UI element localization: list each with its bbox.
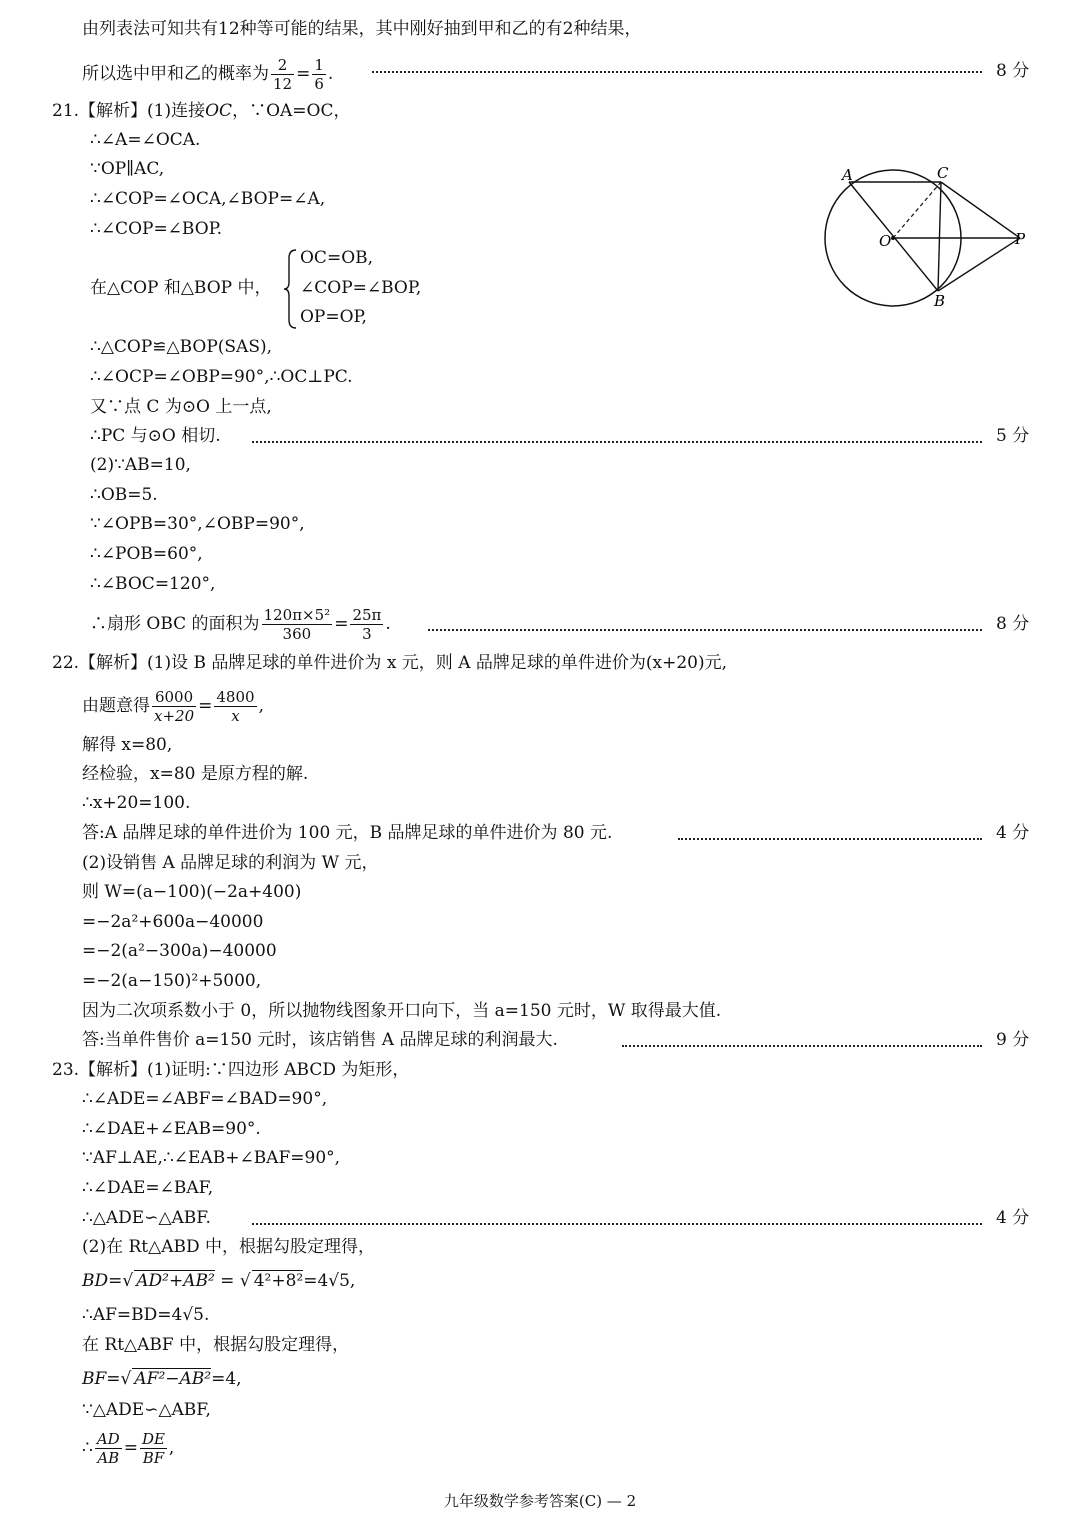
sqrt-sign: √ <box>239 1271 251 1291</box>
equals-sign: = <box>123 1438 138 1458</box>
page-footer: 九年级数学参考答案(C) — 2 <box>443 1492 637 1510</box>
q22-line: 则 W=(a−100)(−2a+400) <box>82 882 302 902</box>
line-result-count: 由列表法可知共有12种等可能的结果，其中刚好抽到甲和乙的有2种结果， <box>82 19 642 39</box>
q23-line: ∴AF=BD=4√5. <box>82 1305 210 1325</box>
q21-line: ∴∠POB=60°, <box>90 544 203 564</box>
label-c: C <box>937 164 949 182</box>
comma: , <box>168 1438 175 1458</box>
q23-line: ∴∠DAE=∠BAF, <box>82 1178 214 1198</box>
bf-equation <box>82 1368 242 1390</box>
score-9-points: 9 分 <box>996 1030 1030 1050</box>
label-b: B <box>934 292 946 310</box>
q22-line: 答:当单件售价 a=150 元时，该店销售 A 品牌足球的利润最大. <box>82 1030 558 1050</box>
fraction-6000 <box>152 688 196 725</box>
fraction-ad-ab <box>95 1430 122 1467</box>
fraction-area <box>262 606 333 643</box>
bf-result: =4, <box>211 1369 242 1389</box>
system-line: OP=OP, <box>300 307 367 327</box>
bd-result: =4√5, <box>303 1271 356 1291</box>
radicand: 4²+8² <box>253 1271 304 1291</box>
oa-equals-oc: ，∵OA=OC， <box>232 101 351 121</box>
score-4-points: 4 分 <box>996 823 1030 843</box>
ratio-equation <box>82 1430 174 1467</box>
bf-label: BF= <box>82 1369 121 1389</box>
q22-line: (2)设销售 A 品牌足球的利润为 W 元， <box>82 853 379 873</box>
q22-line: 经检验，x=80 是原方程的解. <box>82 764 309 784</box>
q21-line: ∴∠COP=∠BOP. <box>90 219 223 239</box>
line-probability <box>82 56 333 93</box>
q21-line: (2)∵AB=10, <box>90 455 191 475</box>
center-point <box>891 236 895 240</box>
fraction-numerator: 6000 <box>152 688 196 707</box>
period: . <box>385 614 391 634</box>
segment-oc: OC <box>205 101 233 121</box>
q22-heading: 22.【解析】(1)设 B 品牌足球的单件进价为 x 元，则 A 品牌足球的单件进价为(x+20)元, <box>52 653 728 673</box>
period: . <box>327 64 334 84</box>
q23-heading: 23.【解析】(1)证明:∵四边形 ABCD 为矩形， <box>52 1060 410 1080</box>
fraction-numerator: 25π <box>352 606 382 624</box>
fraction-numerator: 2 <box>271 56 294 75</box>
q22-line: =−2a²+600a−40000 <box>82 912 264 932</box>
q22-line: 解得 x=80, <box>82 735 173 755</box>
q21-line: ∵OP∥AC, <box>90 159 165 179</box>
q21-heading <box>52 100 350 122</box>
q21-line: ∵∠OPB=30°,∠OBP=90°, <box>90 514 305 534</box>
q21-line: ∴△COP≌△BOP(SAS), <box>90 337 273 357</box>
label-p: P <box>1015 230 1026 248</box>
q21-line: ∴∠BOC=120°, <box>90 574 216 594</box>
bd-equation <box>82 1270 355 1292</box>
fraction-1-6 <box>312 56 326 93</box>
fraction-denominator: AB <box>97 1449 120 1467</box>
comma: , <box>258 696 264 716</box>
q23-line: 在 Rt△ABF 中，根据勾股定理得， <box>82 1335 350 1355</box>
sqrt-sign: √ <box>122 1271 134 1291</box>
q22-line: =−2(a²−300a)−40000 <box>82 941 277 961</box>
fraction-numerator: 4800 <box>216 688 255 706</box>
system-line: OC=OB, <box>300 248 374 268</box>
fraction-numerator: 120π×5² <box>263 606 331 624</box>
equals-sign: = <box>198 696 213 716</box>
fraction-denominator: 12 <box>273 75 293 93</box>
dot-leader <box>678 838 982 840</box>
system-line: ∠COP=∠BOP, <box>300 278 422 298</box>
q21-line: ∴∠A=∠OCA. <box>90 130 201 150</box>
q21-line: ∴∠OCP=∠OBP=90°,∴OC⊥PC. <box>90 367 353 387</box>
geometry-figure <box>815 160 1040 320</box>
q21-line: ∴∠COP=∠OCA,∠BOP=∠A, <box>90 189 326 209</box>
fraction-4800 <box>214 688 256 725</box>
label-o: O <box>879 232 892 250</box>
fraction-denominator: x <box>231 707 240 725</box>
fraction-denominator: BF <box>142 1449 165 1467</box>
fraction-2-12 <box>271 56 294 93</box>
q21-label: 21.【解析】(1)连接 <box>52 101 206 121</box>
sqrt-sign: √ <box>120 1369 132 1389</box>
dot-leader <box>622 1045 982 1047</box>
sector-area-line <box>90 606 391 643</box>
probability-label: 所以选中甲和乙的概率为 <box>82 64 269 84</box>
dot-leader <box>252 441 982 443</box>
left-brace <box>282 248 298 330</box>
fraction-numerator: DE <box>141 1430 165 1448</box>
equation-label: 由题意得 <box>82 696 150 716</box>
q21-line: ∴PC 与⊙O 相切. <box>90 426 221 446</box>
fraction-denominator: x+20 <box>154 707 195 725</box>
score-5-points: 5 分 <box>996 426 1030 446</box>
q21-line: ∴OB=5. <box>90 485 158 505</box>
q23-line: ∵△ADE∽△ABF, <box>82 1400 211 1420</box>
q22-line: ∴x+20=100. <box>82 793 191 813</box>
segment-cb <box>938 182 941 291</box>
q21-line: 又∵点 C 为⊙O 上一点, <box>90 397 272 417</box>
fraction-numerator: 1 <box>314 56 324 74</box>
fraction-area-result <box>350 606 383 643</box>
fraction-de-bf <box>140 1430 167 1467</box>
q23-line: ∵AF⊥AE,∴∠EAB+∠BAF=90°, <box>82 1148 341 1168</box>
dot-leader <box>372 71 982 73</box>
radicand: AF²−AB² <box>134 1369 212 1389</box>
fraction-denominator: 360 <box>282 625 312 643</box>
segment-cp <box>941 182 1020 238</box>
sector-area-label: ∴扇形 OBC 的面积为 <box>90 614 260 634</box>
q23-line: (2)在 Rt△ABD 中，根据勾股定理得， <box>82 1237 375 1257</box>
score-8-points: 8 分 <box>996 61 1030 81</box>
q21-line: 在△COP 和△BOP 中， <box>90 278 272 298</box>
dot-leader <box>252 1223 982 1225</box>
radicand: AD²+AB² <box>136 1271 215 1291</box>
q23-line: ∴∠DAE+∠EAB=90°. <box>82 1119 261 1139</box>
score-8-points: 8 分 <box>996 614 1030 634</box>
segment-oc-dashed <box>893 182 941 238</box>
equals-sign: = <box>214 1271 240 1291</box>
q22-equation-line <box>82 688 264 725</box>
fraction-denominator: 3 <box>362 625 372 643</box>
q23-line: ∴△ADE∽△ABF. <box>82 1208 211 1228</box>
segment-bp <box>938 238 1020 291</box>
q23-line: ∴∠ADE=∠ABF=∠BAD=90°, <box>82 1089 328 1109</box>
equals-sign: = <box>334 614 349 634</box>
score-4-points: 4 分 <box>996 1208 1030 1228</box>
bd-label: BD= <box>82 1271 123 1291</box>
q22-line: =−2(a−150)²+5000, <box>82 971 262 991</box>
q22-line: 答:A 品牌足球的单件进价为 100 元，B 品牌足球的单件进价为 80 元. <box>82 823 613 843</box>
fraction-numerator: AD <box>96 1430 120 1448</box>
therefore-sign: ∴ <box>82 1438 93 1458</box>
dot-leader <box>428 629 982 631</box>
label-a: A <box>842 166 853 184</box>
fraction-denominator: 6 <box>314 75 324 93</box>
equals-sign: = <box>296 64 311 84</box>
q22-line: 因为二次项系数小于 0，所以抛物线图象开口向下，当 a=150 元时，W 取得最大值. <box>82 1001 722 1021</box>
